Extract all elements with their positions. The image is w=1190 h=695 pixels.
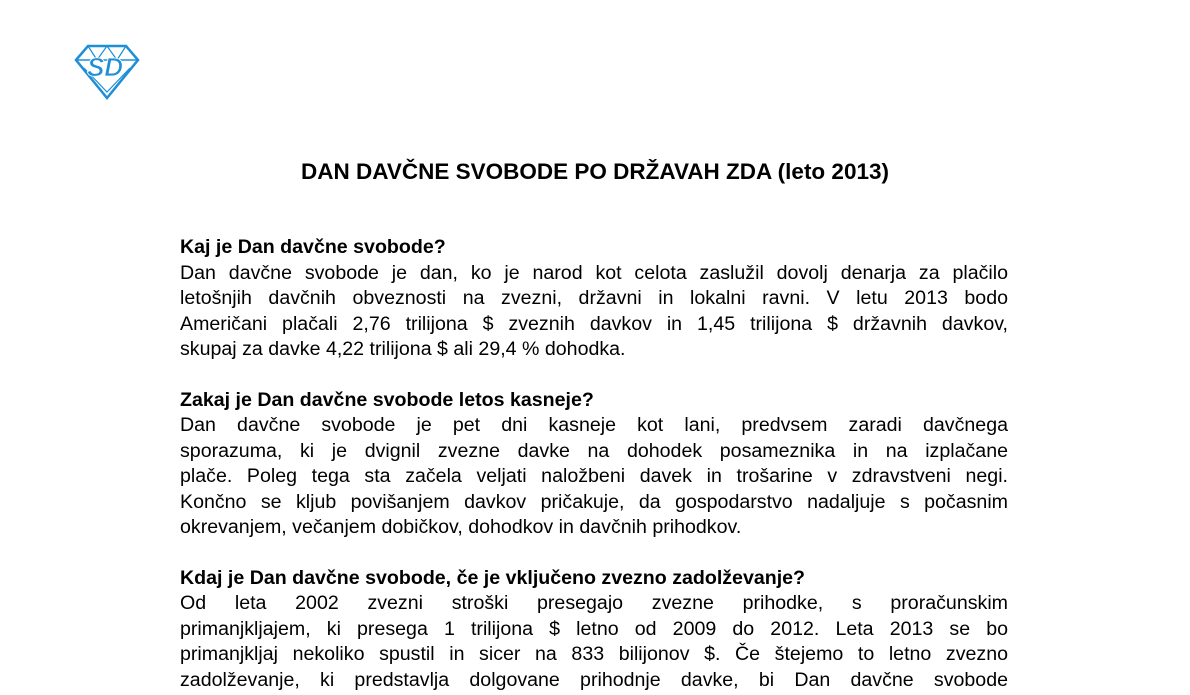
section-heading: Kaj je Dan davčne svobode? — [180, 236, 446, 258]
paragraph-line: skupaj za davke 4,22 trilijona $ ali 29,4 % dohodka. — [180, 338, 626, 360]
paragraph-line: Američani plačali 2,76 trilijona $ zveznih davkov in 1,45 trilijona $ državnih davkov, — [180, 312, 1008, 335]
document-title: DAN DAVČNE SVOBODE PO DRŽAVAH ZDA (leto 2013) — [301, 159, 889, 184]
section-heading: Zakaj je Dan davčne svobode letos kasneje? — [180, 388, 594, 411]
paragraph-line: Dan davčne svobode je pet dni kasneje kot lani, predvsem zaradi davčnega — [180, 414, 1008, 436]
paragraph-line: sporazuma, ki je dvignil zvezne davke na dohodek posameznika in na izplačane — [180, 439, 1008, 462]
section-federal-borrowing — [180, 566, 1008, 694]
section-paragraph — [180, 413, 1008, 541]
paragraph-line: Od leta 2002 zvezni stroški presegajo zvezne prihodke, s proračunskim — [180, 592, 1008, 614]
section-what-is-tax-freedom-day — [180, 235, 1008, 363]
paragraph-line: Dan davčne svobode je dan, ko je narod kot celota zaslužil dovolj denarja za plačilo — [180, 261, 1008, 284]
paragraph-line: okrevanjem, večanjem dobičkov, dohodkov in davčnih prihodkov. — [180, 516, 742, 538]
paragraph-line: primanjkljajem, ki presega 1 trilijona $ letno od 2009 do 2012. Leta 2013 se bo — [180, 617, 1008, 640]
paragraph-line: primanjkljaj nekoliko spustil in sicer na 833 bilijonov $. Če štejemo to letno zvezno — [180, 643, 1008, 665]
sd-shield-logo-icon — [70, 42, 142, 100]
section-paragraph — [180, 261, 1008, 363]
paragraph-line: Končno se kljub povišanjem davkov pričakuje, da gospodarstvo nadaljuje s počasnim — [180, 490, 1008, 513]
section-heading: Kdaj je Dan davčne svobode, če je vključeno zvezno zadolževanje? — [180, 566, 806, 589]
paragraph-line: plače. Poleg tega sta začela veljati naložbeni davek in trošarine v zdravstveni negi. — [180, 465, 1008, 487]
svg-text:SD: SD — [86, 52, 124, 82]
section-paragraph — [180, 591, 1008, 693]
paragraph-line: letošnjih davčnih obveznosti na zvezni, državni in lokalni ravni. V letu 2013 bodo — [180, 287, 1008, 309]
sd-logo — [70, 42, 142, 100]
document-body — [180, 235, 1008, 695]
paragraph-line: zadolževanje, ki predstavlja dolgovane prihodnje davke, bi Dan davčne svobode — [180, 668, 1008, 691]
section-why-later-this-year — [180, 388, 1008, 541]
